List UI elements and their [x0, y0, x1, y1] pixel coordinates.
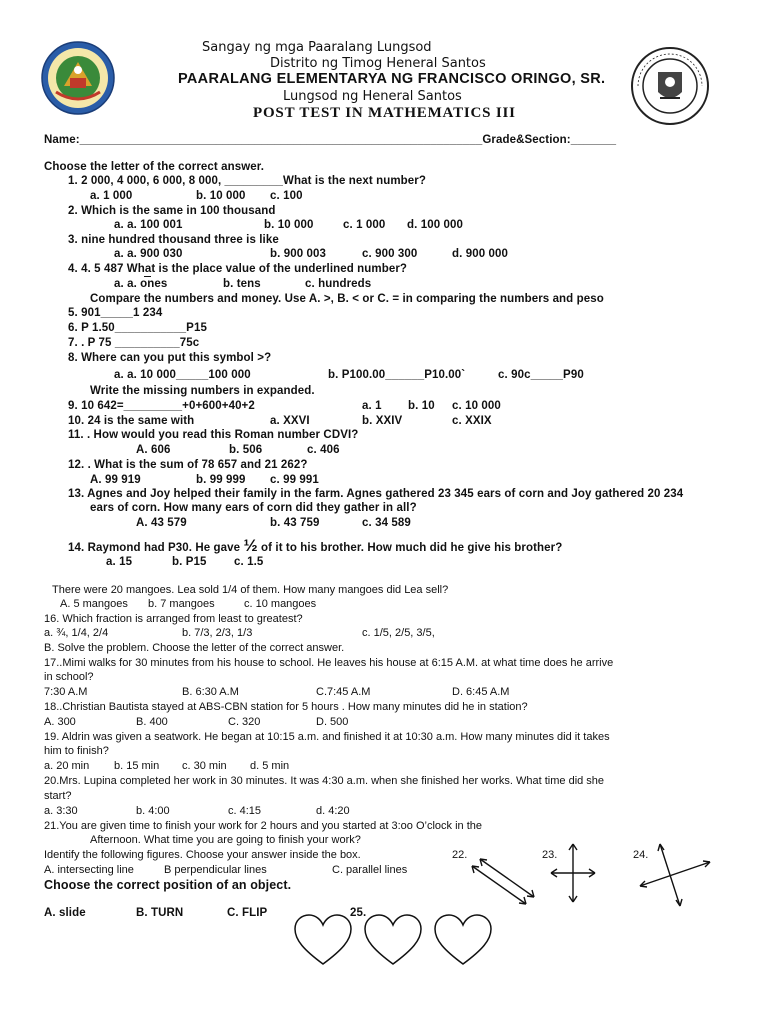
choice: b. 506 [229, 444, 263, 456]
choice: b. 7/3, 2/3, 1/3 [182, 627, 253, 639]
choice: b. 10 [408, 400, 435, 412]
position-choice-a: A. slide [44, 907, 86, 919]
choice: b. 15 min [114, 760, 160, 772]
position-choice-c: C. FLIP [227, 907, 268, 919]
choice: D. 500 [316, 716, 349, 728]
question-5: 5. 901_____1 234 [68, 307, 163, 319]
question-21: 21.You are given time to finish your work for 2 hours and you started at 3:oo O’clock in the [44, 820, 483, 832]
question-15: There were 20 mangoes. Lea sold 1/4 of them. How many mangoes did Lea sell? [52, 584, 449, 596]
question-6: 6. P 1.50___________P15 [68, 322, 207, 334]
question-10: 10. 24 is the same with [68, 415, 195, 427]
question-3: 3. nine hundred thousand three is like [68, 234, 279, 246]
choice: A. 43 579 [136, 517, 187, 529]
question-17-cont: in school? [44, 671, 94, 683]
choice: A. 5 mangoes [60, 598, 128, 610]
question-19: 19. Aldrin was given a seatwork. He began at 10:15 a.m. and finished it at 10:30 a.m. How many minutes did it takes [44, 731, 610, 743]
question-12: 12. . What is the sum of 78 657 and 21 262? [68, 459, 308, 471]
question-20: 20.Mrs. Lupina completed her work in 30 minutes. It was 4:30 a.m. when she finished her works. What time did she [44, 775, 605, 787]
school-name: PAARALANG ELEMENTARYA NG FRANCISCO ORINGO, SR. [178, 71, 606, 87]
choice: a. a. 900 030 [114, 248, 183, 260]
choice: A. 606 [136, 444, 171, 456]
choice: c. 34 589 [362, 517, 411, 529]
choice: a. a. 10 000_____100 000 [114, 369, 251, 381]
choice: b. P15 [172, 556, 207, 568]
choice: C. 320 [228, 716, 261, 728]
page-title: POST TEST IN MATHEMATICS III [253, 105, 516, 121]
choice: B. 6:30 A.M [182, 686, 239, 698]
choice: a. XXVI [270, 415, 310, 427]
choice: c. 1.5 [234, 556, 264, 568]
choice: c. 900 300 [362, 248, 418, 260]
choice: a. a. ones [114, 278, 168, 290]
choice: a. 3:30 [44, 805, 78, 817]
question-8: 8. Where can you put this symbol >? [68, 352, 272, 364]
item-25-label: 25. [350, 907, 367, 919]
figure-choice-c: C. parallel lines [332, 864, 408, 876]
choice: 7:30 A.M [44, 686, 88, 698]
instructions: Choose the letter of the correct answer. [44, 161, 265, 173]
choice: b. 43 759 [270, 517, 320, 529]
question-9: 9. 10 642=_________+0+600+40+2 [68, 400, 255, 412]
choice: a. 1 000 [90, 190, 133, 202]
question-16: 16. Which fraction is arranged from least to greatest? [44, 613, 303, 625]
choice: A. 99 919 [90, 474, 141, 486]
choice: b. 7 mangoes [148, 598, 215, 610]
position-choice-b: B. TURN [136, 907, 184, 919]
position-instructions: Choose the correct position of an object. [44, 878, 292, 892]
choice: c. 90c_____P90 [498, 369, 584, 381]
identify-instructions: Identify the following figures. Choose your answer inside the box. [44, 849, 361, 861]
deped-seal-icon [630, 46, 710, 126]
perpendicular-lines-icon [548, 840, 598, 906]
header-line2: Distrito ng Timog Heneral Santos [270, 56, 486, 71]
choice: d. 4:20 [316, 805, 350, 817]
choice: b. 10 000 [264, 219, 314, 231]
fraction-half: ½ [243, 536, 258, 555]
underline-mark [144, 276, 151, 277]
question-20-cont: start? [44, 790, 72, 802]
choice: c. 1/5, 2/5, 3/5, [362, 627, 435, 639]
choice: c. 1 000 [343, 219, 386, 231]
figure-choice-b: B perpendicular lines [164, 864, 267, 876]
choice: b. 900 003 [270, 248, 326, 260]
header-city: Lungsod ng Heneral Santos [283, 89, 462, 104]
name-grade-line: Name:______________________________________________________________Grade&Section:_______ [44, 134, 617, 146]
figure-choice-a: A. intersecting line [44, 864, 134, 876]
item-24-label: 24. [633, 849, 649, 861]
item-23-label: 23. [542, 849, 558, 861]
heart-icon [432, 912, 494, 968]
expanded-instructions: Write the missing numbers in expanded. [90, 385, 315, 397]
question-14 [68, 536, 562, 556]
choice: a. ¾, 1/4, 2/4 [44, 627, 109, 639]
choice: A. 300 [44, 716, 76, 728]
question-7: 7. . P 75 __________75c [68, 337, 200, 349]
choice: b. 10 000 [196, 190, 246, 202]
choice: a. 20 min [44, 760, 90, 772]
header-line1: Sangay ng mga Paaralang Lungsod [202, 40, 432, 55]
question-11: 11. . How would you read this Roman number CDVI? [68, 429, 359, 441]
choice: c. 10 mangoes [244, 598, 317, 610]
question-1: 1. 2 000, 4 000, 6 000, 8 000, _________What is the next number? [68, 175, 426, 187]
question-14-text: 14. Raymond had P30. He gave [68, 542, 244, 554]
choice: D. 6:45 A.M [452, 686, 510, 698]
question-4: 4. 4. 5 487 What is the place value of the underlined number? [68, 263, 408, 275]
choice: b. XXIV [362, 415, 403, 427]
part-b-instructions: B. Solve the problem. Choose the letter of the correct answer. [44, 642, 345, 654]
choice: c. 4:15 [228, 805, 262, 817]
choice: c. hundreds [305, 278, 372, 290]
item-22-label: 22. [452, 849, 468, 861]
question-14-text-end: of it to his brother. How much did he give his brother? [257, 542, 563, 554]
choice: a. 1 [362, 400, 382, 412]
choice: c. 406 [307, 444, 340, 456]
question-2: 2. Which is the same in 100 thousand [68, 205, 276, 217]
question-18: 18..Christian Bautista stayed at ABS-CBN station for 5 hours . How many minutes did he in station? [44, 701, 528, 713]
question-19-cont: him to finish? [44, 745, 109, 757]
choice: B. 400 [136, 716, 168, 728]
choice: d. 5 min [250, 760, 290, 772]
choice: b. 99 999 [196, 474, 246, 486]
question-13: 13. Agnes and Joy helped their family in the farm. Agnes gathered 23 345 ears of corn and Joy gathered 20 234 [68, 488, 684, 500]
intersecting-lines-icon [636, 840, 714, 910]
choice: C.7:45 A.M [316, 686, 371, 698]
question-17: 17..Mimi walks for 30 minutes from his house to school. He leaves his house at 6:15 A.M. at what time does he arrive [44, 657, 614, 669]
question-21-cont: Afternoon. What time you are going to finish your work? [90, 834, 361, 846]
choice: b. tens [223, 278, 261, 290]
choice: d. 900 000 [452, 248, 508, 260]
choice: c. XXIX [452, 415, 492, 427]
parallel-lines-icon [466, 856, 538, 908]
school-seal-icon [40, 40, 116, 116]
choice: a. a. 100 001 [114, 219, 183, 231]
choice: d. 100 000 [407, 219, 463, 231]
heart-icon [292, 912, 354, 968]
heart-icon [362, 912, 424, 968]
choice: a. 15 [106, 556, 133, 568]
choice: b. P100.00______P10.00` [328, 369, 466, 381]
choice: c. 99 991 [270, 474, 319, 486]
choice: c. 10 000 [452, 400, 501, 412]
choice: b. 4:00 [136, 805, 170, 817]
choice: c. 100 [270, 190, 303, 202]
choice: c. 30 min [182, 760, 227, 772]
question-13-cont: ears of corn. How many ears of corn did they gather in all? [90, 502, 417, 514]
compare-instructions: Compare the numbers and money. Use A. >, B. < or C. = in comparing the numbers and peso [90, 293, 604, 305]
